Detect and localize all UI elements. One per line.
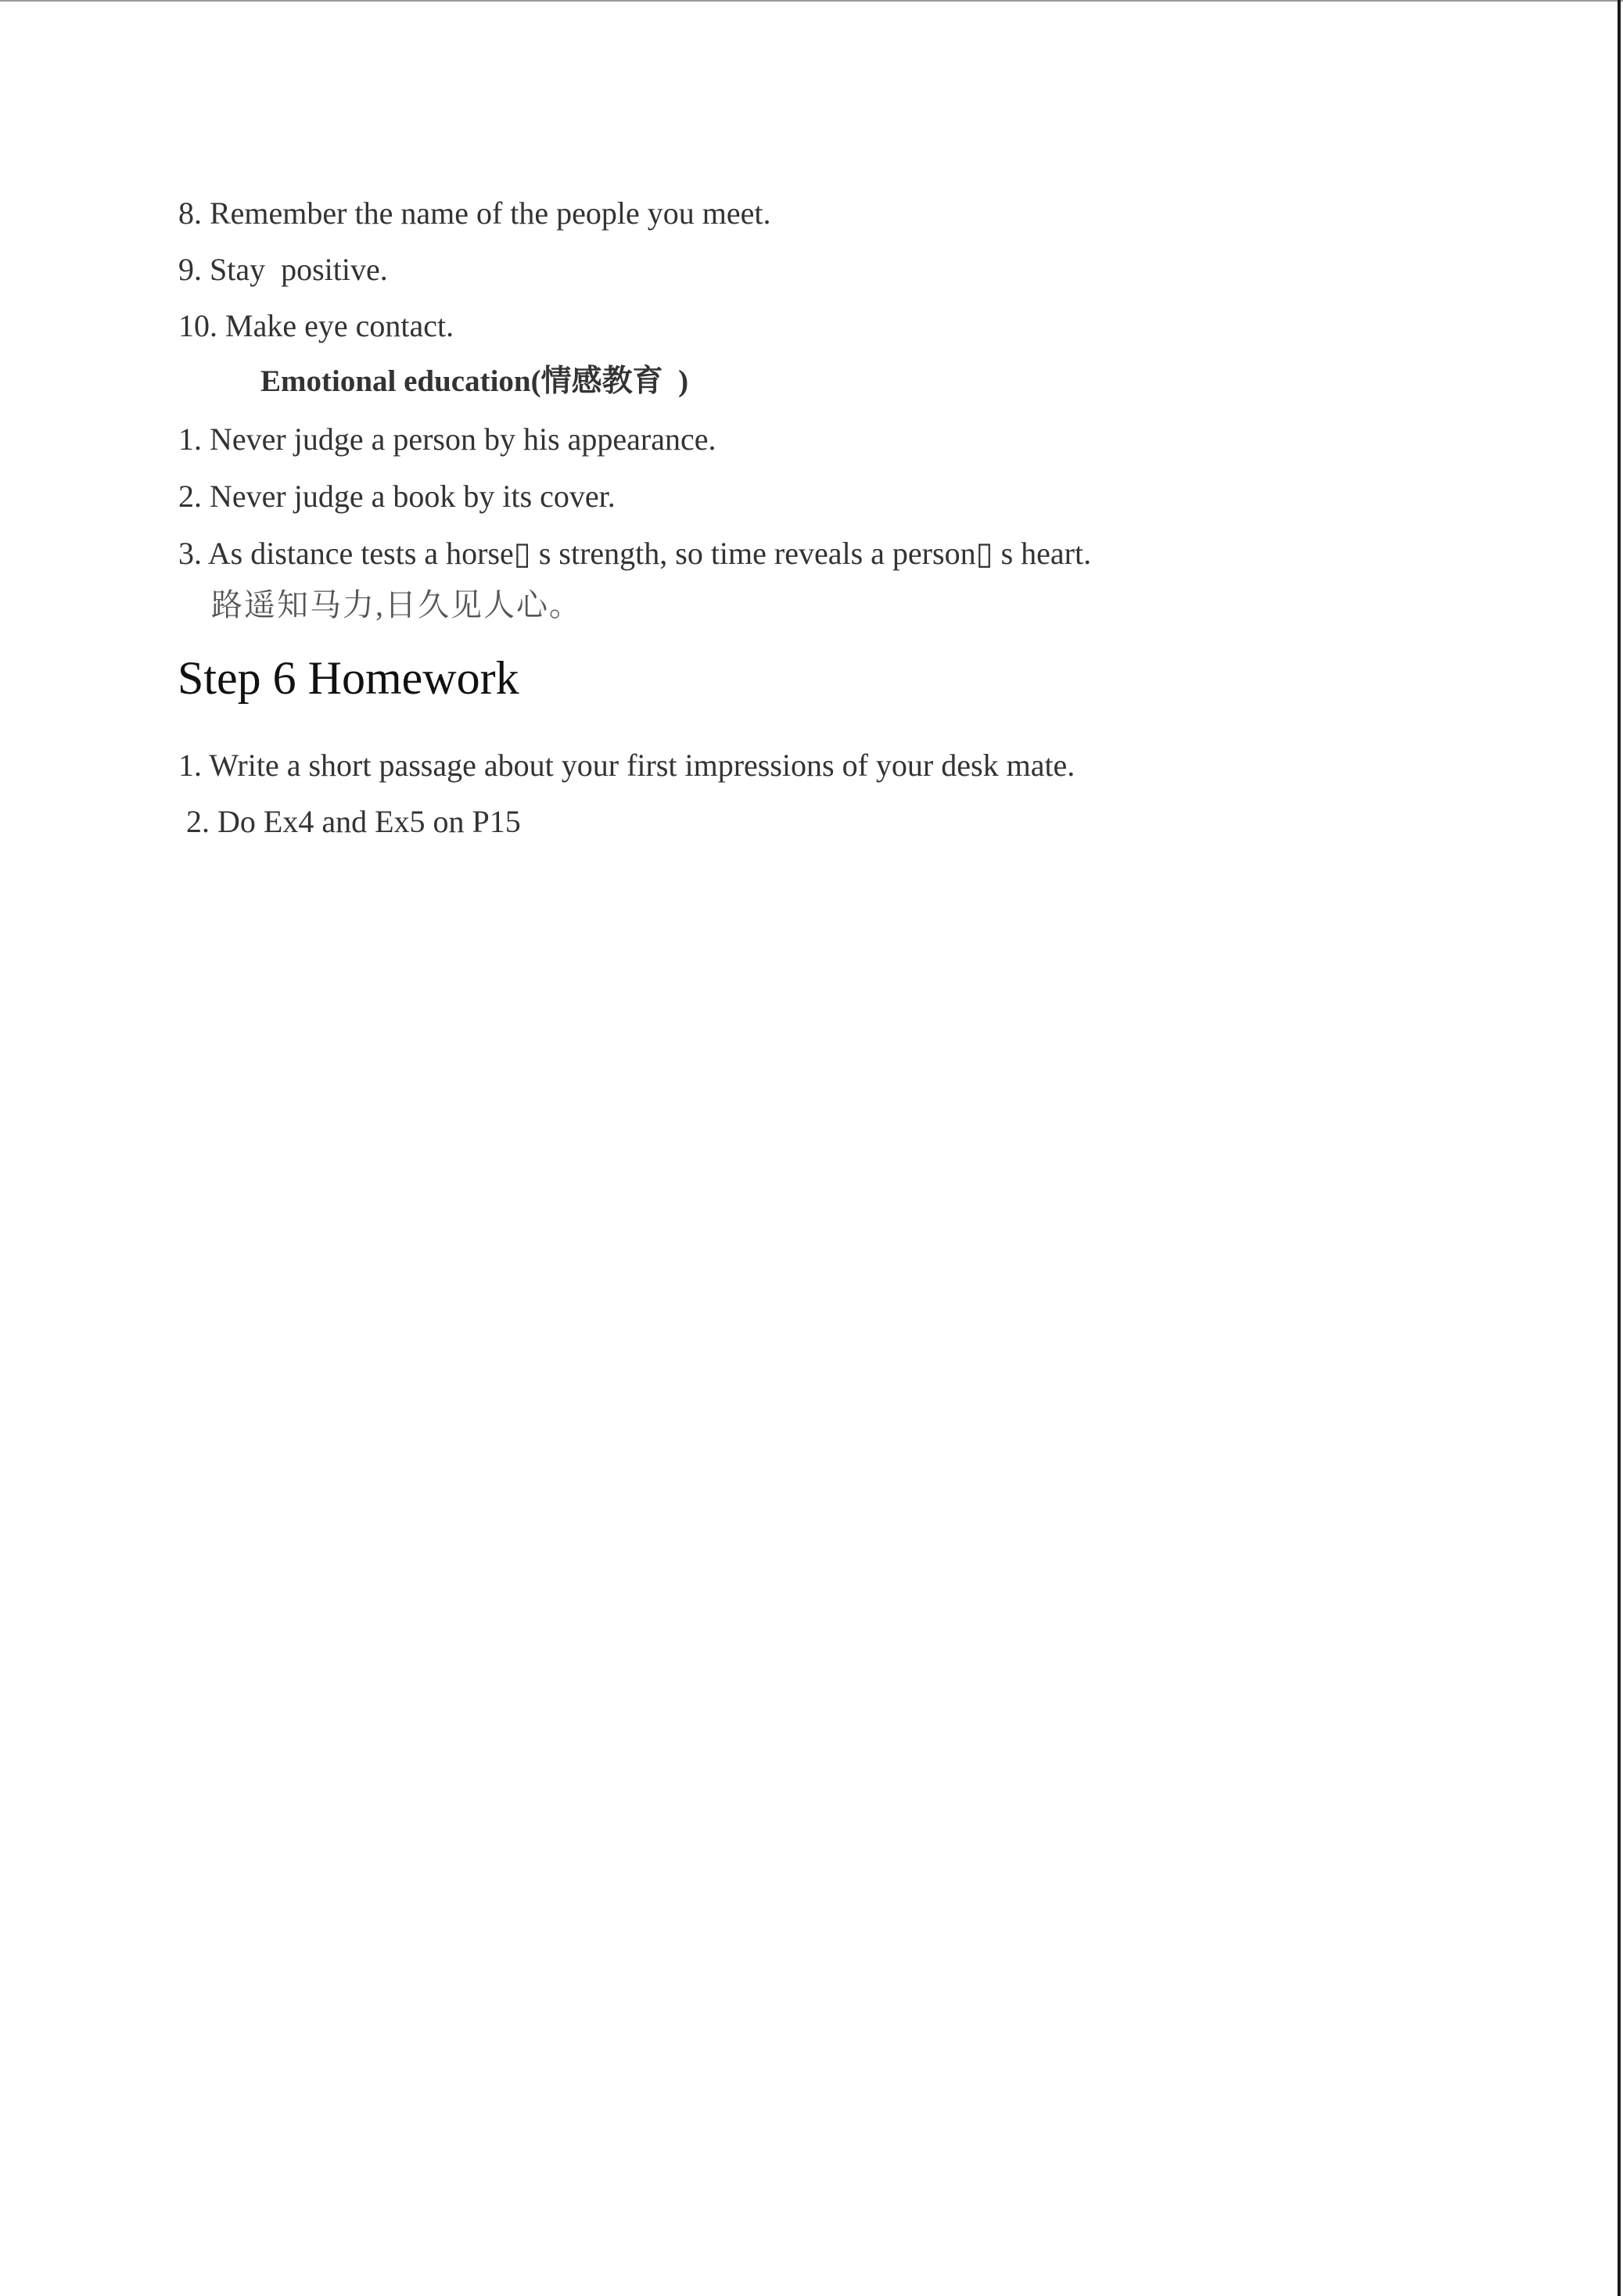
tip-item-8: 8. Remember the name of the people you meet. (178, 196, 771, 231)
emotional-item-1: 1. Never judge a person by his appearance. (178, 422, 716, 457)
homework-item-1: 1. Write a short passage about your first impressions of your desk mate. (178, 748, 1075, 783)
proverb-chinese: 路遥知马力,日久见人心。 (211, 587, 582, 622)
emotional-item-2: 2. Never judge a book by its cover. (178, 479, 616, 514)
tip-item-9: 9. Stay positive. (178, 252, 388, 287)
tip-item-10: 10. Make eye contact. (178, 308, 454, 343)
page-top-border (0, 0, 1623, 2)
homework-item-2: 2. Do Ex4 and Ex5 on P15 (178, 804, 521, 839)
homework-step-title: Step 6 Homework (178, 652, 519, 704)
emotional-item-3: 3. As distance tests a horse▯ s strength, so time reveals a person▯ s heart. (178, 536, 1092, 571)
emotional-education-heading: Emotional education(情感教育 ) (260, 364, 689, 398)
page-right-edge (1618, 0, 1621, 2296)
